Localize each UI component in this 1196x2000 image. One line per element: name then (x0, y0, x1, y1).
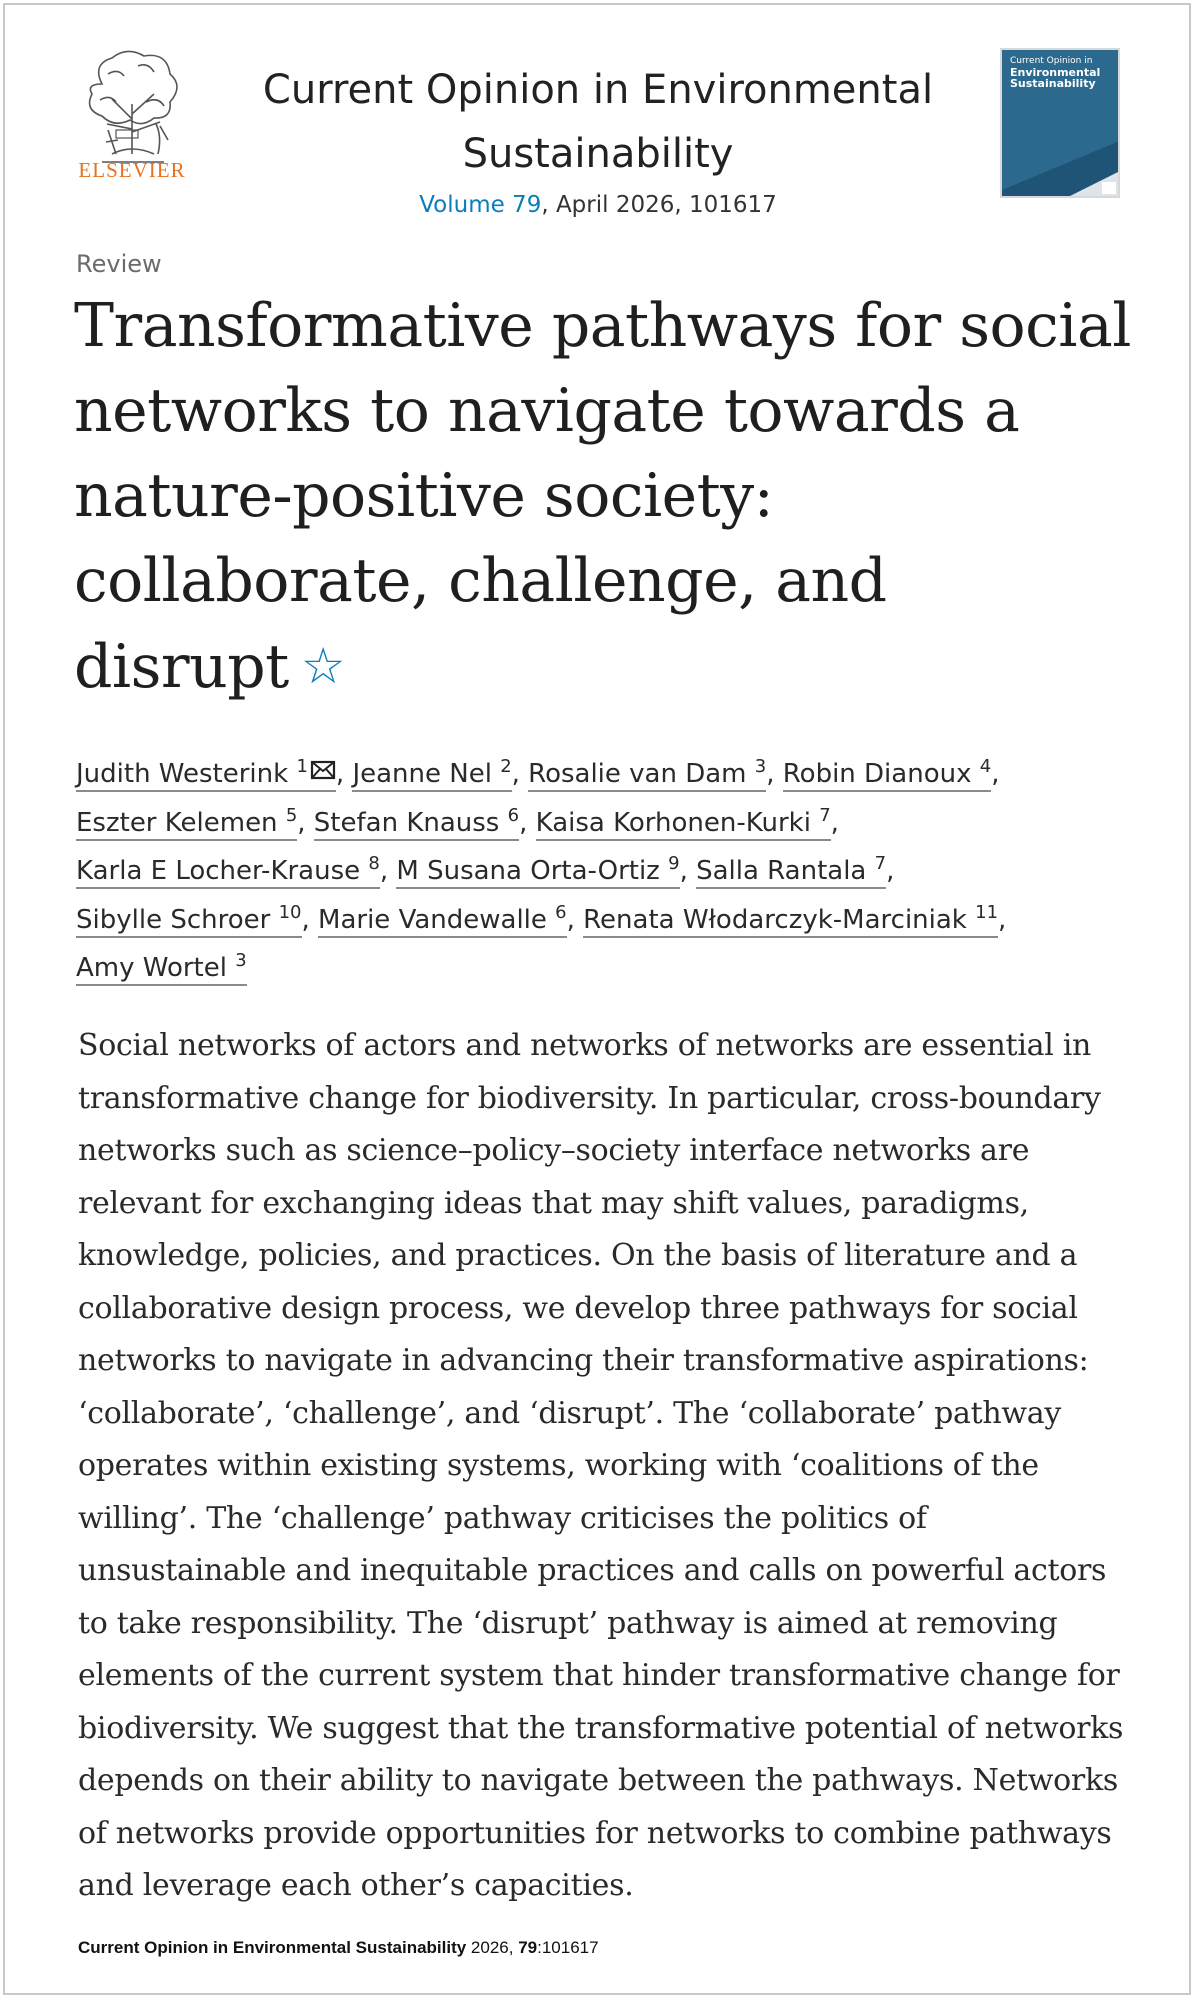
article-type: Review (76, 250, 162, 278)
journal-title[interactable]: Current Opinion in Environmental Sustainability (262, 67, 934, 177)
author-link[interactable]: Karla E Locher-Krause $^8$ (76, 856, 380, 889)
abstract: Social networks of actors and networks of networks are essential in transformative change for biodiversity. In particular, cross-boundary networks such as science–policy–society interface networks are relevant for exchanging ideas that may shift values, paradigms, knowledge, policies, and practices. On the basis of literature and a collaborative design process, we develop three pathways for social networks to navigate in advancing their transformative aspirations: ‘collaborate’, ‘challenge’, and ‘disrupt’. The ‘collaborate’ pathway operates within existing systems, working with ‘coalitions of the willing’. The ‘challenge’ pathway criticises the politics of unsustainable and inequitable practices and calls on powerful actors to take responsibility. The ‘disrupt’ pathway is aimed at removing elements of the current system that hinder transformative change for biodiversity. We suggest that the transformative potential of networks depends on their ability to navigate between the pathways. Networks of networks provide opportunities for networks to combine pathways and leverage each other’s capacities. (78, 1028, 1124, 1903)
footer-journal: Current Opinion in Environmental Sustainability (78, 1938, 467, 1957)
author-link[interactable]: Rosalie van Dam $^3$ (528, 759, 766, 792)
author-link[interactable]: Eszter Kelemen $^5$ (76, 808, 297, 841)
mail-icon[interactable] (310, 760, 336, 780)
journal-cover-thumbnail[interactable] (1000, 48, 1120, 198)
citation-footer: Current Opinion in Environmental Sustainability 2026, 79:101617 (78, 1938, 599, 1957)
author-link[interactable]: Salla Rantala $^7$ (696, 856, 886, 889)
author-link[interactable]: Robin Dianoux $^4$ (783, 759, 991, 792)
cover-name-2: Sustainability (1010, 77, 1096, 90)
footer-volume: 79 (518, 1938, 538, 1957)
issue-info (230, 192, 966, 218)
author-link[interactable]: Jeanne Nel $^2$ (352, 759, 511, 792)
author-link[interactable]: M Susana Orta-Ortiz $^9$ (396, 856, 679, 889)
author-list: Judith Westerink $^1$ , Jeanne Nel $^2$, Rosalie van Dam $^3$, Robin Dianoux $^4$, Eszter Kelemen $^5$, Stefan Knauss $^6$, Kaisa Korhonen-Kurki $^7$, Karla E Locher-Krause $^8$, M Susana Orta-Ortiz $^9$, Salla Rantala $^7$, Sibylle Schroer $^{10}$, Marie Vandewalle $^6$, Renata Włodarczyk-Marciniak $^{11}$, Amy Wortel $^3$ (76, 750, 1136, 993)
author-link[interactable]: Amy Wortel $^3$ (76, 953, 247, 986)
issue-date: , April 2026, 101617 (541, 192, 777, 218)
author-link[interactable]: Kaisa Korhonen-Kurki $^7$ (536, 808, 831, 841)
author-link[interactable]: Marie Vandewalle $^6$ (318, 905, 567, 938)
author-link[interactable]: Renata Włodarczyk-Marciniak $^{11}$ (583, 905, 998, 938)
article-title: Transformative pathways for social networks to navigate towards a nature-positive society: collaborate, challenge, and disrupt ☆ (74, 291, 1131, 702)
publisher-name[interactable]: ELSEVIER (78, 158, 186, 182)
author-link[interactable]: Stefan Knauss $^6$ (314, 808, 519, 841)
star-icon[interactable]: ☆ (300, 637, 346, 695)
cover-label: Current Opinion in (1010, 56, 1093, 66)
author-link[interactable]: Judith Westerink $^1$ (76, 759, 336, 792)
volume-link[interactable]: Volume 79 (419, 192, 542, 218)
author-link[interactable]: Sibylle Schroer $^{10}$ (76, 905, 302, 938)
cover-name-1: Environmental (1010, 66, 1101, 79)
